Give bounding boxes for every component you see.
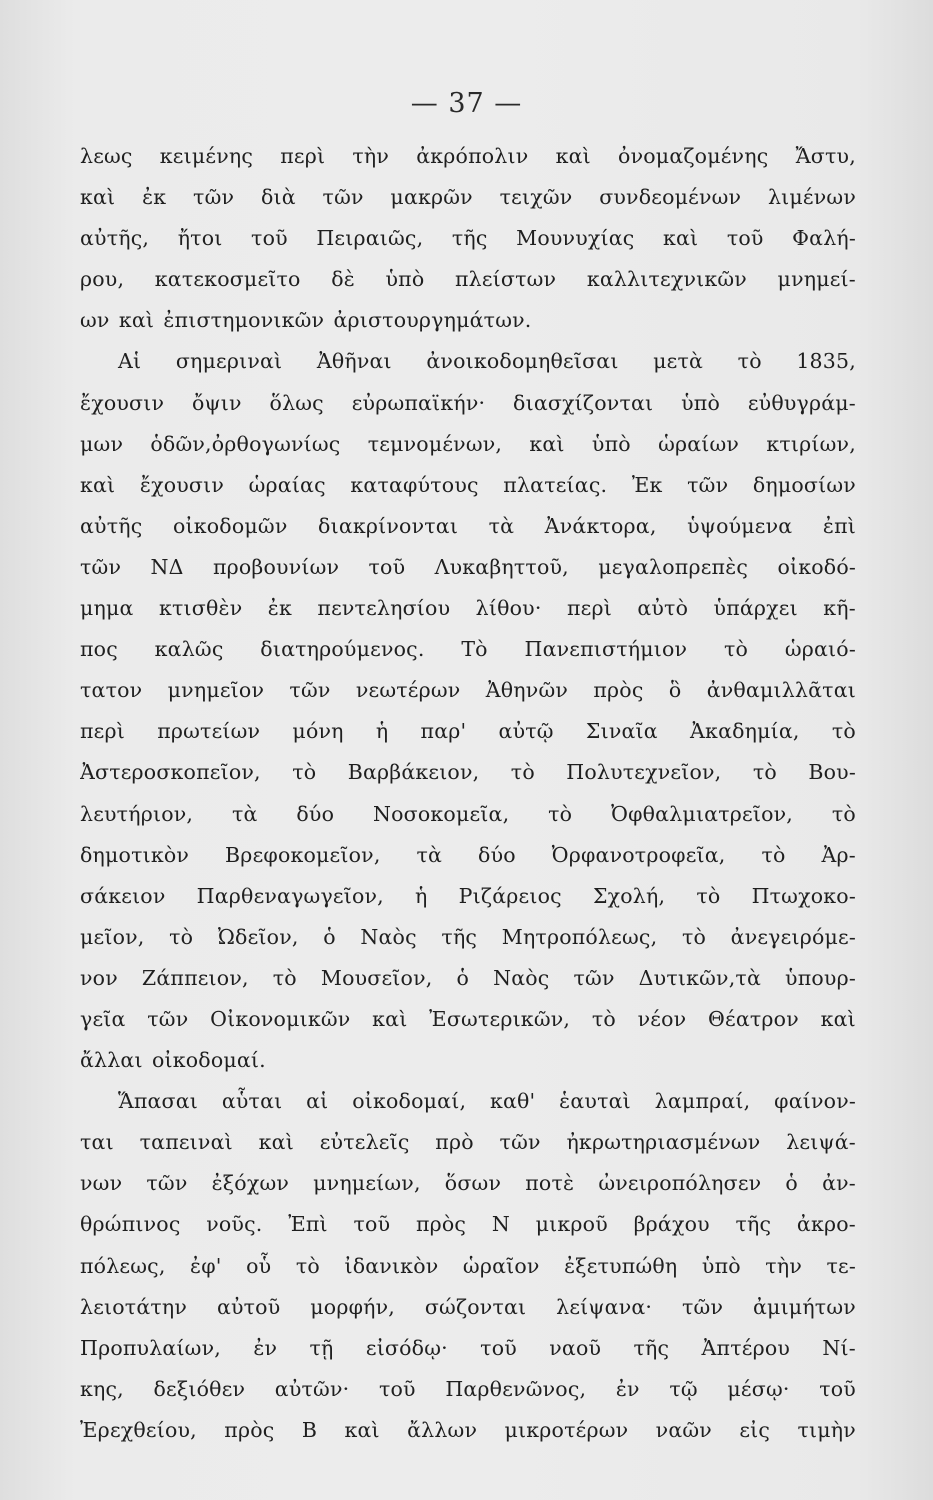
word: ναοῦ <box>549 1335 602 1360</box>
word: πρὸς <box>224 1417 275 1442</box>
text-line <box>80 506 856 547</box>
word: Ἀθῆναι <box>316 349 392 374</box>
word: τὸ <box>169 924 194 949</box>
word: τιμὴν <box>797 1417 856 1442</box>
word: αὐτῆς <box>80 513 143 538</box>
word: καθ' <box>489 1089 536 1114</box>
word: ρου, <box>80 267 125 292</box>
word: κης, <box>80 1376 124 1401</box>
word: τε- <box>826 1253 856 1278</box>
word: δημοσίων <box>752 472 856 497</box>
word: καὶ <box>663 226 699 251</box>
word: Θέατρον <box>708 1006 799 1031</box>
text-line <box>80 1246 856 1287</box>
word: λειψά- <box>786 1130 856 1155</box>
word: τῶν <box>687 472 729 497</box>
word: Νί- <box>822 1335 856 1360</box>
word: περὶ <box>280 144 326 168</box>
word: πρωτείων <box>157 719 261 744</box>
text-line <box>80 711 856 752</box>
word: Ἐπὶ <box>288 1212 328 1237</box>
word: τῶν <box>147 1006 189 1031</box>
word: δεξιόθεν <box>153 1376 246 1401</box>
word: τῶν <box>193 185 235 210</box>
word: ὡραίων <box>658 431 740 456</box>
word: Βαρβάκειον, <box>347 760 480 785</box>
word: τὴν <box>352 144 390 168</box>
page-number: — 37 — <box>410 88 523 119</box>
text-line <box>80 300 856 341</box>
word: ὑπάρχει <box>713 596 798 621</box>
word: τατον <box>80 678 143 703</box>
text-line <box>80 794 856 835</box>
word: ἐξόχων <box>211 1171 290 1196</box>
word: Δυτικῶν,τὰ <box>638 965 761 990</box>
word: τὰ <box>416 842 443 867</box>
word: τῶν <box>322 185 364 210</box>
word: ἀκρο- <box>796 1212 856 1237</box>
word: Ἀθηνῶν <box>485 678 569 703</box>
word: Μουσεῖον, <box>320 965 433 990</box>
word: μημα <box>80 596 134 621</box>
word: Πειραιῶς, <box>316 226 424 251</box>
word: Σιναῖα <box>585 719 658 744</box>
text-line <box>80 1369 856 1410</box>
word: εἰσόδῳ· <box>365 1335 448 1360</box>
word: ταπειναὶ <box>139 1130 233 1155</box>
word: ἔχουσιν <box>139 472 225 497</box>
word: αὐτοῦ <box>216 1294 281 1319</box>
word: Ἅπασαι <box>118 1089 199 1114</box>
word: λεως <box>80 144 133 168</box>
word: Νοσοκομεῖα, <box>372 801 510 826</box>
word: πεντελησίου <box>317 596 451 621</box>
text-line <box>80 1040 856 1081</box>
word: Ὀφθαλμιατρεῖον, <box>611 801 793 826</box>
word: Βου- <box>808 760 856 785</box>
word: οἰκοδομαί. <box>151 1048 266 1073</box>
word: τοῦ <box>251 226 288 251</box>
word: τοῦ <box>378 1376 416 1401</box>
word: Λυκαβηττοῦ, <box>434 554 569 579</box>
body-text <box>80 136 856 1451</box>
word: αὐτῆς, <box>80 226 150 251</box>
word: τῶν <box>499 1130 541 1155</box>
word: περὶ <box>566 596 612 621</box>
word: τὸ <box>295 1253 320 1278</box>
word: εὐθυγράμ- <box>747 390 856 415</box>
word: τὸ <box>292 760 317 785</box>
word: ἀνθαμιλλᾶται <box>706 678 856 703</box>
word: τὸ <box>272 965 297 990</box>
word: Οἰκονομικῶν <box>210 1006 351 1031</box>
word: καὶ <box>258 1130 294 1155</box>
word: ἀριστουργημάτων. <box>333 308 532 333</box>
word: ὑπουρ- <box>785 965 856 990</box>
word: τοῦ <box>353 1212 391 1237</box>
word: τὸ <box>761 842 786 867</box>
text-line <box>80 341 856 382</box>
word: ὁ <box>785 1171 798 1196</box>
word: τῆς <box>735 1212 772 1237</box>
text-line <box>80 1287 856 1328</box>
text-line <box>80 670 856 711</box>
text-line <box>80 999 856 1040</box>
word: καὶ <box>555 144 591 168</box>
word: τοῦ <box>819 1376 856 1401</box>
text-line <box>80 136 856 177</box>
word: ἐν <box>253 1335 278 1360</box>
word: ὡραῖον <box>462 1253 540 1278</box>
word: προβουνίων <box>212 554 340 579</box>
word: τῶν <box>573 965 615 990</box>
word: λευτήριον, <box>80 801 194 826</box>
word: δὲ <box>331 267 355 292</box>
word: Πανεπιστήμιον <box>524 637 688 662</box>
word: σημεριναὶ <box>175 349 283 374</box>
word: Ν <box>491 1212 510 1237</box>
word: ἐκ <box>142 185 167 210</box>
word: τὸ <box>831 719 856 744</box>
word: εὐτελεῖς <box>319 1130 410 1155</box>
word: δύο <box>296 801 335 826</box>
word: φαίνον- <box>774 1089 856 1114</box>
word: Β <box>301 1417 318 1442</box>
word: τοῦ <box>726 226 764 251</box>
word: οἰκοδό- <box>777 554 856 579</box>
word: ὅλως <box>269 390 324 415</box>
word: ἐν <box>615 1376 640 1401</box>
word: εὐρωπαϊκήν· <box>351 390 486 415</box>
word: ΝΔ <box>150 554 184 579</box>
word: ἡ <box>415 883 428 908</box>
word: νέον <box>637 1006 687 1031</box>
word: Σχολή, <box>592 883 666 908</box>
word: πρὸς <box>415 1212 467 1237</box>
word: καὶ <box>344 1417 380 1442</box>
word: νον <box>80 965 118 990</box>
word: Τὸ <box>461 637 488 662</box>
word: καλῶς <box>154 637 224 662</box>
word: καλλιτεχνικῶν <box>586 267 747 292</box>
word: ὁδῶν,ὀρθογωνίως <box>150 431 341 456</box>
text-line <box>80 1081 856 1122</box>
word: Ἀκαδημία, <box>690 719 800 744</box>
word: τῶν <box>80 554 122 579</box>
word: αὐτῶν· <box>274 1376 350 1401</box>
word: τὸ <box>548 801 573 826</box>
word: μνημεῖον <box>167 678 265 703</box>
word: τῆς <box>441 924 478 949</box>
word: μορφήν, <box>310 1294 395 1319</box>
word: ὑπὸ <box>385 267 425 292</box>
word: διὰ <box>260 185 296 210</box>
word: ἀνεγειρόμε- <box>730 924 856 949</box>
word: ποτὲ <box>525 1171 575 1196</box>
word: ὄψιν <box>191 390 242 415</box>
word: Ναὸς <box>360 924 417 949</box>
word: πρὸς <box>593 678 644 703</box>
word: ἀν- <box>822 1171 856 1196</box>
text-line <box>80 383 856 424</box>
word: ἐπιστημονικῶν <box>163 308 325 333</box>
word: Ἐρεχθείου, <box>80 1417 197 1442</box>
word: ἀμιμήτων <box>753 1294 856 1319</box>
word: ὀνομαζομένης <box>618 144 769 168</box>
word: ὑπὸ <box>681 390 720 415</box>
text-line <box>80 588 856 629</box>
word: δημοτικὸν <box>80 842 190 867</box>
word: τειχῶν <box>499 185 573 210</box>
word: Ἐκ <box>631 472 663 497</box>
word: Ζάππειον, <box>141 965 249 990</box>
word: ὁ <box>456 965 470 990</box>
text-line <box>80 917 856 958</box>
word: τὸ <box>752 760 777 785</box>
text-line <box>80 1122 856 1163</box>
word: τῇ <box>309 1335 334 1360</box>
word: ἔχουσιν <box>80 390 165 415</box>
word: μακρῶν <box>390 185 473 210</box>
word: ὠνειροπόλησεν <box>598 1171 762 1196</box>
word: γεῖα <box>80 1006 126 1031</box>
word: πρὸ <box>435 1130 474 1155</box>
word: καὶ <box>80 472 116 497</box>
word: κῆ- <box>823 596 856 621</box>
word: ἀνοικοδομηθεῖσαι <box>426 349 619 374</box>
text-line <box>80 1163 856 1204</box>
word: οἰκοδομαί, <box>352 1089 467 1114</box>
word: διακρίνονται <box>318 513 459 538</box>
word: αὗται <box>221 1089 283 1114</box>
word: Ἀπτέρου <box>701 1335 791 1360</box>
word: αὐτῷ <box>498 719 554 744</box>
word: βράχου <box>633 1212 710 1237</box>
word: τῶν <box>289 678 331 703</box>
word: παρ' <box>420 719 467 744</box>
word: μνημεί- <box>777 267 856 292</box>
text-line <box>80 177 856 218</box>
word: τῶν <box>682 1294 724 1319</box>
text-line <box>80 958 856 999</box>
word: ται <box>80 1130 114 1155</box>
word: ὃ <box>668 678 682 703</box>
word: ναῶν <box>655 1417 712 1442</box>
word: Ἀρ- <box>821 842 856 867</box>
word: κατεκοσμεῖτο <box>154 267 301 292</box>
word: ἰδανικὸν <box>344 1253 439 1278</box>
text-line <box>80 752 856 793</box>
word: καὶ <box>529 431 565 456</box>
word: λείψανα· <box>556 1294 653 1319</box>
word: εἰς <box>739 1417 771 1442</box>
word: Ὠδεῖον, <box>217 924 299 949</box>
word: τοῦ <box>480 1335 517 1360</box>
word: καὶ <box>118 308 155 333</box>
word: Πολυτεχνεῖον, <box>566 760 722 785</box>
word: Ριζάρειος <box>458 883 562 908</box>
word: τὸ <box>831 801 856 826</box>
word: τῶν <box>146 1171 188 1196</box>
word: Παρθενῶνος, <box>445 1376 587 1401</box>
word: αὐτὸ <box>637 596 689 621</box>
text-line <box>80 259 856 300</box>
word: τὸ <box>723 637 749 662</box>
word: Προπυλαίων, <box>80 1335 221 1360</box>
word: Ἄστυ, <box>795 144 856 168</box>
text-line <box>80 465 856 506</box>
word: σάκειον <box>80 883 166 908</box>
word: ἐξετυπώθη <box>564 1253 678 1278</box>
word: τὸ <box>591 1006 616 1031</box>
text-line <box>80 876 856 917</box>
word: τῆς <box>451 226 488 251</box>
word: Ὀρφανοτροφεῖα, <box>551 842 726 867</box>
word: μων <box>80 431 124 456</box>
word: ἐφ' <box>190 1253 222 1278</box>
word: πλείστων <box>454 267 557 292</box>
word: ἡ <box>375 719 389 744</box>
word: μετὰ <box>653 349 704 374</box>
word: ἤτοι <box>177 226 223 251</box>
word: Φαλή- <box>792 226 856 251</box>
word: Ἀνάκτορα, <box>544 513 657 538</box>
word: κειμένης <box>159 144 254 168</box>
word: τὰ <box>231 801 258 826</box>
word: νων <box>80 1171 123 1196</box>
word: διατηρούμενος. <box>260 637 425 662</box>
word: ἄλλαι <box>80 1048 143 1073</box>
word: καὶ <box>80 185 116 210</box>
word: μικροῦ <box>535 1212 608 1237</box>
word: συνδεομένων <box>599 185 742 210</box>
word: τὴν <box>765 1253 802 1278</box>
word: τὸ <box>696 883 721 908</box>
word: δύο <box>478 842 516 867</box>
word: πόλεως, <box>80 1253 166 1278</box>
word: ὑπὸ <box>591 431 631 456</box>
word: τὸ <box>681 924 707 949</box>
word: ων <box>80 308 110 333</box>
word: ἄλλων <box>407 1417 478 1442</box>
word: περὶ <box>80 719 125 744</box>
word: τῷ <box>669 1376 698 1401</box>
word: ὑψούμενα <box>687 513 793 538</box>
word: τὸ <box>510 760 535 785</box>
word: μεγαλοπρεπὲς <box>598 554 749 579</box>
word: Ναὸς <box>493 965 550 990</box>
word: οἰκοδομῶν <box>172 513 288 538</box>
word: θρώπινος <box>80 1212 181 1237</box>
word: διασχίζονται <box>513 390 654 415</box>
word: ἀκρόπολιν <box>416 144 529 168</box>
word: Βρεφοκομεῖον, <box>225 842 381 867</box>
word: ὑπὸ <box>701 1253 741 1278</box>
word: μέσῳ· <box>727 1376 790 1401</box>
word: μικροτέρων <box>504 1417 629 1442</box>
word: λίθου· <box>475 596 542 621</box>
text-line <box>80 547 856 588</box>
text-line <box>80 629 856 670</box>
text-line <box>80 1410 856 1451</box>
word: λιμένων <box>767 185 856 210</box>
word: ἐπὶ <box>822 513 856 538</box>
text-line <box>80 1328 856 1369</box>
word: πλατείας. <box>503 472 608 497</box>
word: κτισθὲν <box>158 596 243 621</box>
word: 1835, <box>796 349 856 374</box>
word: νοῦς. <box>206 1212 263 1237</box>
word: Ἀστεροσκοπεῖον, <box>80 760 261 785</box>
word: καὶ <box>820 1006 856 1031</box>
word: ἑαυταὶ <box>559 1089 631 1114</box>
word: νεωτέρων <box>355 678 461 703</box>
text-line <box>80 424 856 465</box>
word: αἱ <box>306 1089 329 1114</box>
word: μεῖον, <box>80 924 145 949</box>
word: ὁ <box>323 924 336 949</box>
word: τῆς <box>633 1335 670 1360</box>
word: ὡραίας <box>248 472 326 497</box>
word: λαμπραί, <box>654 1089 751 1114</box>
word: καταφύτους <box>350 472 479 497</box>
word: μόνη <box>292 719 344 744</box>
word: καὶ <box>372 1006 408 1031</box>
word: Μητροπόλεως, <box>501 924 658 949</box>
word: Ἐσωτερικῶν, <box>429 1006 571 1031</box>
word: Μουνυχίας <box>516 226 635 251</box>
word: Παρθεναγωγεῖον, <box>196 883 384 908</box>
word: Αἱ <box>118 349 142 374</box>
word: τοῦ <box>368 554 406 579</box>
text-line <box>80 1204 856 1245</box>
word: ὅσων <box>444 1171 502 1196</box>
word: λειοτάτην <box>80 1294 188 1319</box>
word: τεμνομένων, <box>367 431 503 456</box>
word: οὗ <box>246 1253 272 1278</box>
word: κτιρίων, <box>766 431 856 456</box>
word: τὸ <box>737 349 762 374</box>
word: ὡραιό- <box>784 637 856 662</box>
word: ἐκ <box>267 596 292 621</box>
word: ἠκρωτηριασμένων <box>566 1130 761 1155</box>
word: μνημείων, <box>313 1171 421 1196</box>
word: τὰ <box>488 513 515 538</box>
word: Πτωχοκο- <box>751 883 856 908</box>
word: πος <box>80 637 118 662</box>
text-line <box>80 835 856 876</box>
word: σώζονται <box>424 1294 527 1319</box>
text-line <box>80 218 856 259</box>
